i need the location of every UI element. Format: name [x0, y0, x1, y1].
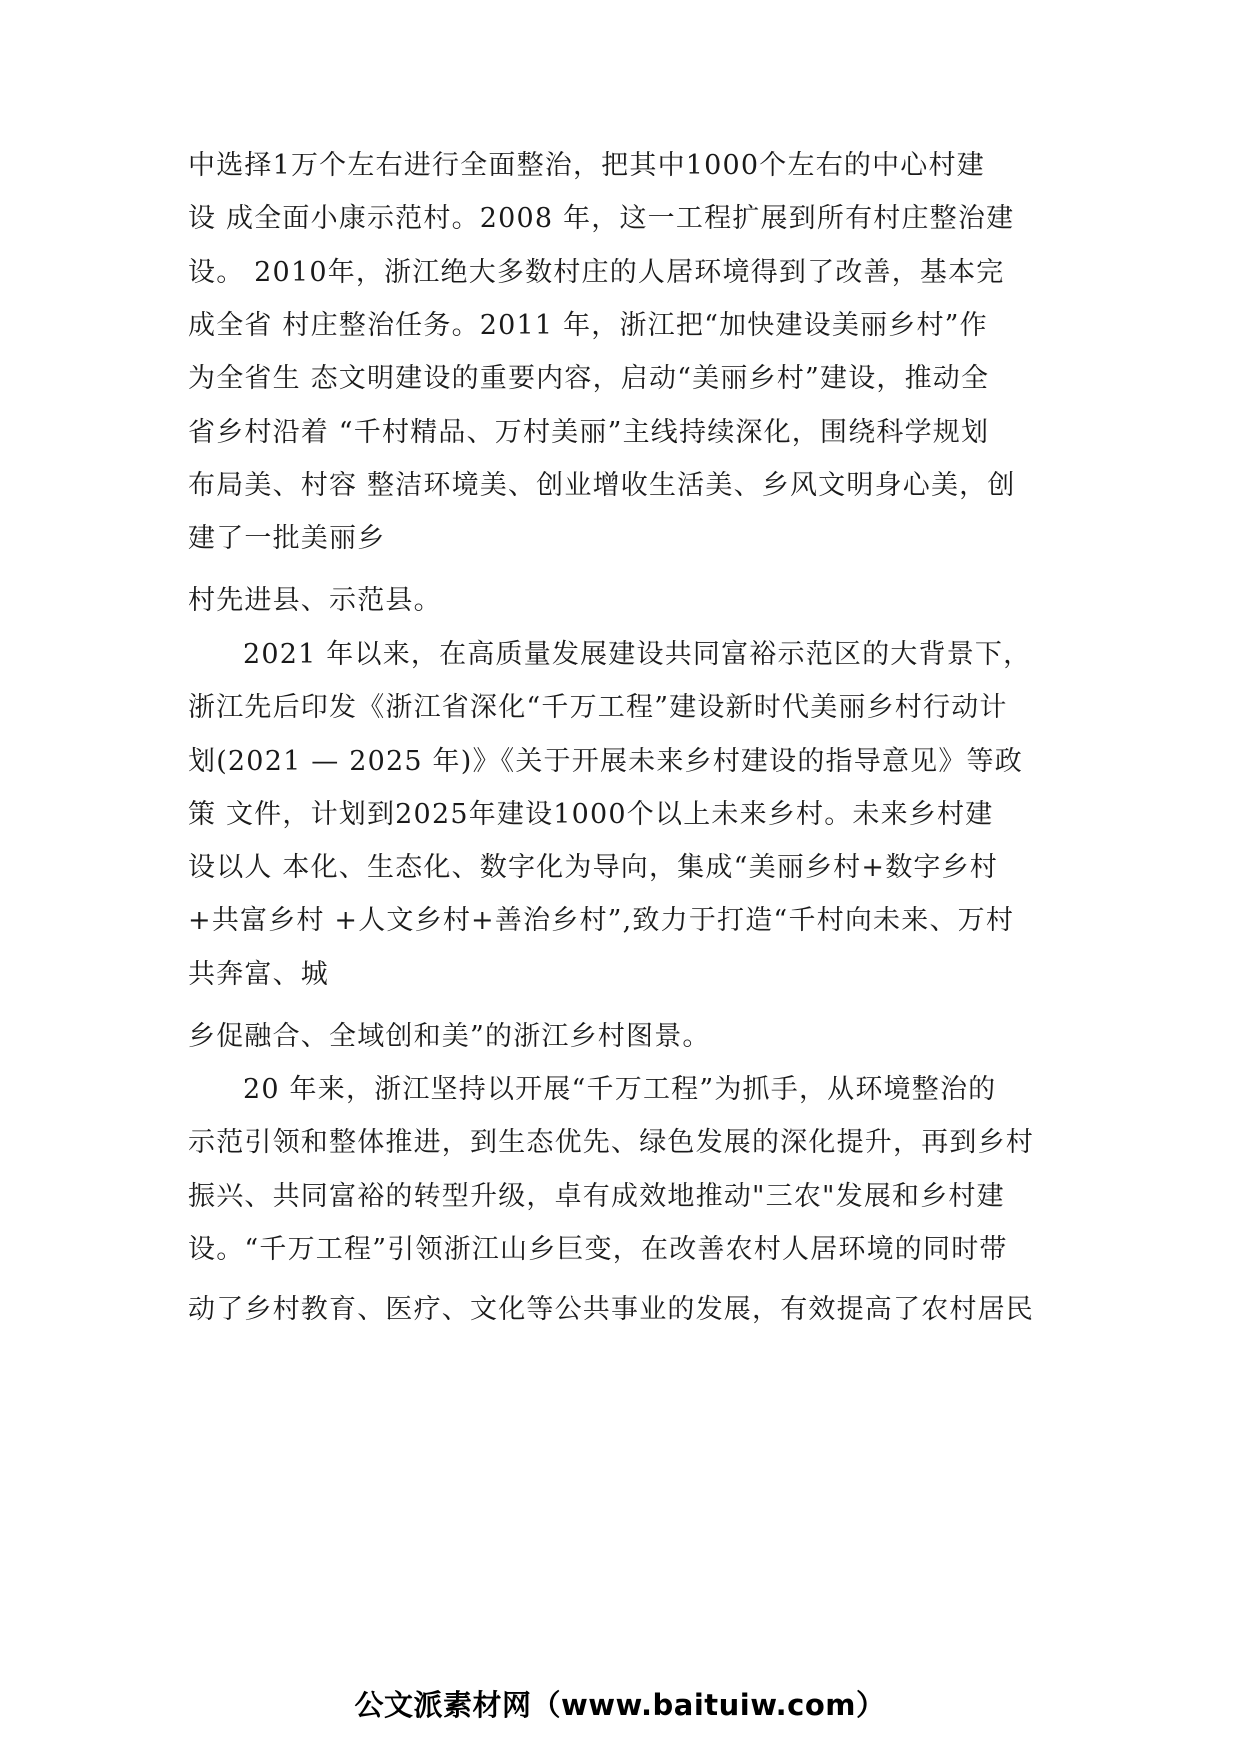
source-footer: 公文派素材网（www.baituiw.com） — [354, 1688, 886, 1722]
text-line: 动了乡村教育、医疗、文化等公共事业的发展，有效提高了农村居民 — [188, 1294, 1034, 1325]
text-line: 设 成全面小康示范村。2008 年，这一工程扩展到所有村庄整治建 — [188, 203, 1015, 234]
text-line: 共奔富、城 — [188, 959, 329, 990]
text-line: 省乡村沿着 “千村精品、万村美丽”主线持续深化，围绕科学规划 — [188, 417, 990, 448]
text-line: 成全省 村庄整治任务。2011 年，浙江把“加快建设美丽乡村”作 — [188, 310, 988, 341]
text-line: +共富乡村 +人文乡村+善治乡村”,致力于打造“千村向未来、万村 — [188, 905, 1015, 936]
text-line: 为全省生 态文明建设的重要内容，启动“美丽乡村”建设，推动全 — [188, 363, 990, 394]
text-line: 示范引领和整体推进，到生态优先、绿色发展的深化提升，再到乡村 — [188, 1127, 1034, 1158]
text-line: 设。 2010年，浙江绝大多数村庄的人居环境得到了改善，基本完 — [188, 257, 1005, 288]
text-line: 布局美、村容 整洁环境美、创业增收生活美、乡风文明身心美，创 — [188, 470, 1016, 501]
text-line: 乡促融合、全域创和美”的浙江乡村图景。 — [188, 1021, 711, 1052]
text-line: 振兴、共同富裕的转型升级，卓有成效地推动"三农"发展和乡村建 — [188, 1181, 1005, 1212]
text-line: 设以人 本化、生态化、数字化为导向，集成“美丽乡村+数字乡村 — [188, 852, 999, 883]
paragraph-first-line: 2021 年以来，在高质量发展建设共同富裕示范区的大背景下， — [243, 639, 1032, 670]
text-line: 村先进县、示范县。 — [188, 585, 442, 616]
paragraph-first-line: 20 年来，浙江坚持以开展“千万工程”为抓手，从环境整治的 — [243, 1074, 997, 1105]
text-line: 浙江先后印发《浙江省深化“千万工程”建设新时代美丽乡村行动计 — [188, 692, 1008, 723]
text-line: 划(2021 — 2025 年)》《关于开展未来乡村建设的指导意见》等政 — [188, 746, 1023, 777]
text-line: 策 文件，计划到2025年建设1000个以上未来乡村。未来乡村建 — [188, 799, 994, 830]
text-line: 设。“千万工程”引领浙江山乡巨变，在改善农村人居环境的同时带 — [188, 1234, 1008, 1265]
text-line: 中选择1万个左右进行全面整治，把其中1000个左右的中心村建 — [188, 150, 985, 181]
text-line: 建了一批美丽乡 — [188, 523, 386, 554]
